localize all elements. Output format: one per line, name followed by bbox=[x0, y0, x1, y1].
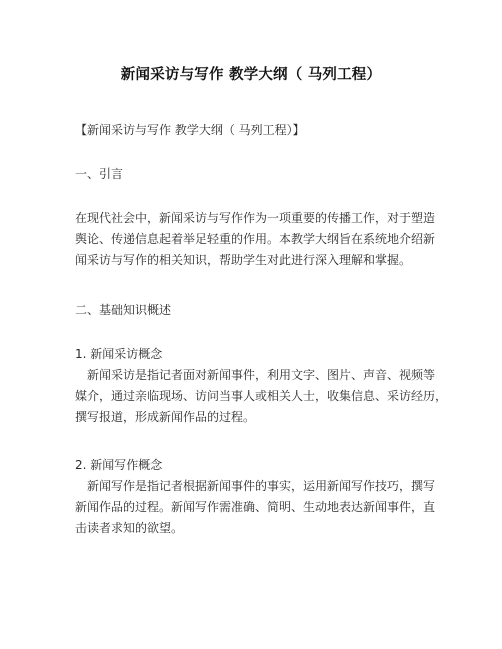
document-title: 新闻采访与写作 教学大纲（ 马列工程） bbox=[120, 67, 382, 83]
paragraph-line: 新闻写作是指记者根据新闻事件的事实，运用新闻写作技巧，撰写 bbox=[87, 479, 436, 493]
section-heading-basics bbox=[75, 300, 435, 321]
paragraph-line: 击读者求知的欲望。 bbox=[75, 521, 184, 535]
item-heading: 2. 新闻写作概念 bbox=[75, 458, 163, 472]
item-interview-concept bbox=[75, 344, 448, 428]
paragraph-line: 闻采访与写作的相关知识，帮助学生对此进行深入理解和掌握。 bbox=[75, 253, 412, 267]
item-heading: 1. 新闻采访概念 bbox=[75, 347, 163, 361]
section-1-heading: 一、引言 bbox=[75, 167, 124, 181]
paragraph-line: 舆论、传递信息起着举足轻重的作用。本教学大纲旨在系统地介绍新 bbox=[75, 232, 436, 246]
document-subtitle bbox=[75, 120, 435, 141]
paragraph-line: 新闻采访是指记者面对新闻事件，利用文字、图片、声音、视频等 bbox=[87, 368, 436, 382]
subtitle-text: 【新闻采访与写作 教学大纲（ 马列工程）】 bbox=[75, 123, 305, 137]
paragraph-line: 新闻作品的过程。新闻写作需准确、简明、生动地表达新闻事件，直 bbox=[75, 500, 436, 514]
intro-paragraph bbox=[75, 208, 435, 271]
section-2-heading: 二、基础知识概述 bbox=[75, 303, 172, 317]
paragraph-line: 撰写报道，形成新闻作品的过程。 bbox=[75, 410, 256, 424]
paragraph-line: 在现代社会中，新闻采访与写作作为一项重要的传播工作，对于塑造 bbox=[75, 211, 436, 225]
section-heading-intro bbox=[75, 164, 435, 185]
item-writing-concept bbox=[75, 455, 435, 539]
paragraph-line: 媒介，通过亲临现场、访问当事人或相关人士，收集信息、采访经历， bbox=[75, 389, 448, 403]
